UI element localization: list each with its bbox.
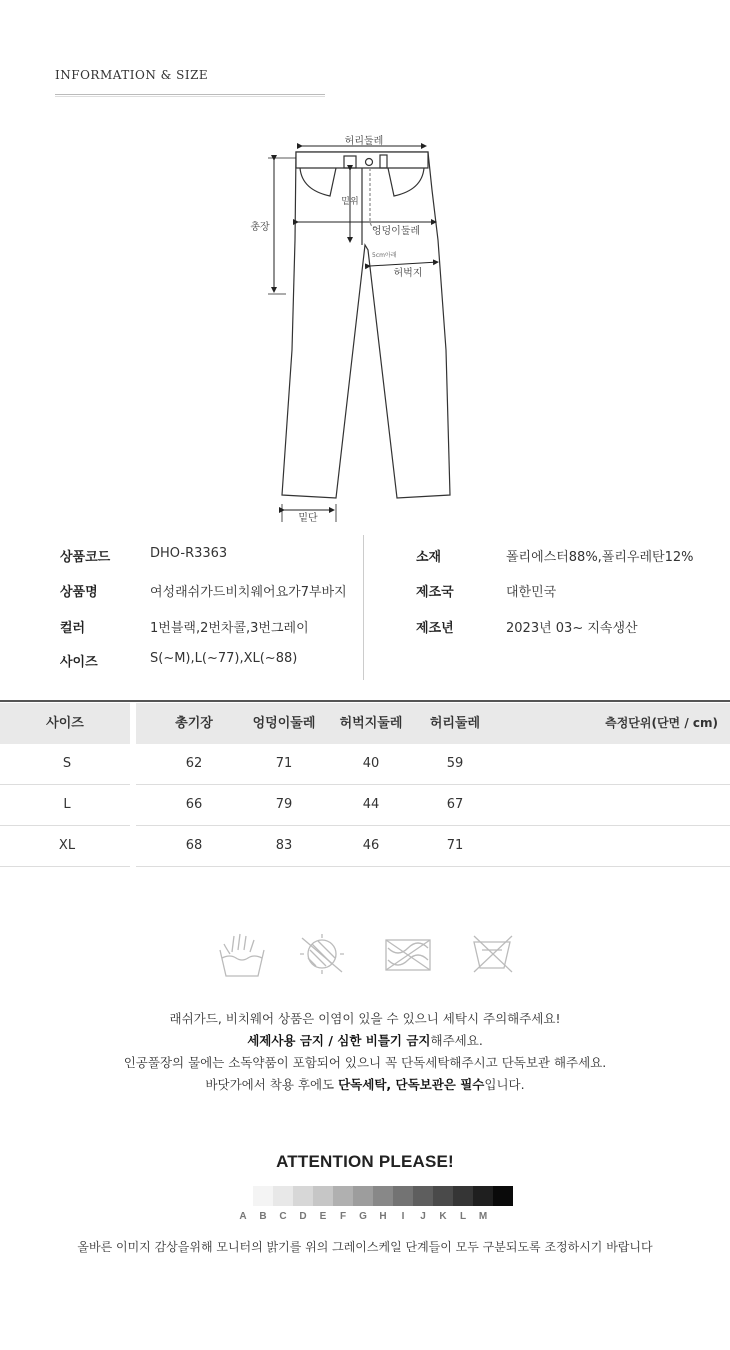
table-row-rule (136, 866, 730, 867)
grayscale-swatch (393, 1186, 413, 1206)
care-instructions (0, 1008, 730, 1096)
info-label-code: 상품코드 (60, 550, 111, 565)
info-label-material: 소재 (416, 550, 442, 565)
table-cell: 44 (362, 797, 380, 812)
grayscale-swatch (373, 1186, 393, 1206)
grayscale-swatch (493, 1186, 513, 1206)
attention-title: ATTENTION PLEASE! (276, 1152, 454, 1171)
care-line-4-bold: 단독세탁, 단독보관은 필수 (338, 1077, 485, 1092)
pants-outline (282, 152, 450, 498)
header-length: 총기장 (175, 716, 213, 731)
attention-note: 올바른 이미지 감상을위해 모니터의 밝기를 위의 그레이스케일 단계들이 모두 구분되도록 조정하시기 바랍니다 (77, 1240, 653, 1254)
table-cell: 71 (446, 838, 464, 853)
table-cell-size: L (63, 797, 71, 812)
grayscale-letter: L (459, 1211, 467, 1222)
no-sun-dry-icon (300, 934, 344, 974)
grayscale-letter: I (401, 1211, 405, 1222)
table-cell: 71 (275, 756, 293, 771)
info-label-name: 상품명 (60, 585, 98, 600)
info-value-name: 여성래쉬가드비치웨어요가7부바지 (150, 585, 347, 600)
header-thigh: 허벅지둘레 (339, 716, 403, 731)
care-line-4-pre: 바닷가에서 착용 후에도 (205, 1077, 339, 1092)
grayscale-swatch (413, 1186, 433, 1206)
info-label-size: 사이즈 (60, 655, 98, 670)
care-line-3: 인공풀장의 물에는 소독약품이 포함되어 있으니 꼭 단독세탁해주시고 단독보관 해주세요. (123, 1055, 607, 1070)
grayscale-letter: G (359, 1211, 367, 1222)
info-label-country: 제조국 (416, 585, 454, 600)
grayscale-swatch (253, 1186, 273, 1206)
table-cell: 62 (185, 756, 203, 771)
table-cell: 46 (362, 838, 380, 853)
grayscale-letter: F (339, 1211, 347, 1222)
table-cell: 68 (185, 838, 203, 853)
table-cell: 79 (275, 797, 293, 812)
care-line-4-post: 입니다. (484, 1077, 525, 1092)
table-cell: 67 (446, 797, 464, 812)
grayscale-letter: K (439, 1211, 447, 1222)
grayscale-letters (233, 1211, 493, 1222)
grayscale-swatch (293, 1186, 313, 1206)
header-hip: 엉덩이둘레 (252, 716, 316, 731)
care-line-2 (0, 1030, 730, 1052)
grayscale-letter: M (478, 1211, 488, 1222)
info-value-color: 1번블랙,2번차콜,3번그레이 (150, 621, 309, 636)
grayscale-letter: B (259, 1211, 267, 1222)
header-size: 사이즈 (46, 716, 84, 731)
grayscale-swatch (473, 1186, 493, 1206)
grayscale-letter: H (379, 1211, 387, 1222)
no-wring-icon (386, 940, 430, 970)
table-cell: 59 (446, 756, 464, 771)
hem-label: 밑단 (298, 513, 318, 524)
thigh-label: 허벅지 (393, 268, 423, 279)
section-title-underline (55, 94, 325, 97)
info-value-code: DHO-R3363 (150, 546, 228, 561)
grayscale-swatch (333, 1186, 353, 1206)
grayscale-letter: J (420, 1211, 426, 1222)
waist-label: 허리둘레 (344, 136, 384, 147)
grayscale-letter: A (239, 1211, 247, 1222)
pants-measurement-diagram (240, 130, 480, 530)
grayscale-strip (253, 1186, 513, 1206)
grayscale-letter: E (319, 1211, 327, 1222)
table-cell-size: XL (58, 838, 76, 853)
header-gap (130, 703, 136, 744)
care-line-4 (0, 1074, 730, 1096)
grayscale-swatch (433, 1186, 453, 1206)
header-waist: 허리둘레 (429, 716, 481, 731)
table-cell-size: S (62, 756, 72, 771)
section-title: INFORMATION & SIZE (55, 68, 209, 82)
info-value-year: 2023년 03~ 지속생산 (506, 621, 638, 636)
info-divider (363, 535, 364, 680)
table-cell: 83 (275, 838, 293, 853)
no-dry-clean-icon (474, 936, 512, 972)
table-cell: 40 (362, 756, 380, 771)
hip-label: 엉덩이둘레 (371, 226, 421, 237)
grayscale-letter: D (299, 1211, 307, 1222)
info-label-year: 제조년 (416, 621, 454, 636)
grayscale-letter: C (279, 1211, 287, 1222)
grayscale-swatch (453, 1186, 473, 1206)
size-table-top-rule (0, 700, 730, 702)
care-line-1: 래쉬가드, 비치웨어 상품은 이염이 있을 수 있으니 세탁시 주의해주세요! (169, 1011, 561, 1026)
grayscale-swatch (353, 1186, 373, 1206)
info-label-color: 컬러 (60, 621, 86, 636)
table-row-rule (0, 866, 130, 867)
info-value-country: 대한민국 (506, 585, 557, 600)
hand-wash-icon (220, 934, 264, 976)
rise-label: 밑위 (341, 197, 359, 207)
grayscale-swatch (313, 1186, 333, 1206)
info-value-size: S(~M),L(~77),XL(~88) (150, 651, 298, 666)
care-icons-row (0, 928, 730, 984)
table-cell: 66 (185, 797, 203, 812)
crotch-note: 5cm아래 (372, 252, 397, 259)
care-line-2-rest: 해주세요. (430, 1033, 483, 1048)
grayscale-swatch (273, 1186, 293, 1206)
care-line-2-bold: 세제사용 금지 / 심한 비틀기 금지 (247, 1033, 431, 1048)
info-value-material: 폴리에스터88%,폴리우레탄12% (506, 550, 694, 565)
header-unit-note: 측정단위(단면 / cm) (605, 716, 718, 730)
length-label: 총장 (250, 222, 270, 233)
